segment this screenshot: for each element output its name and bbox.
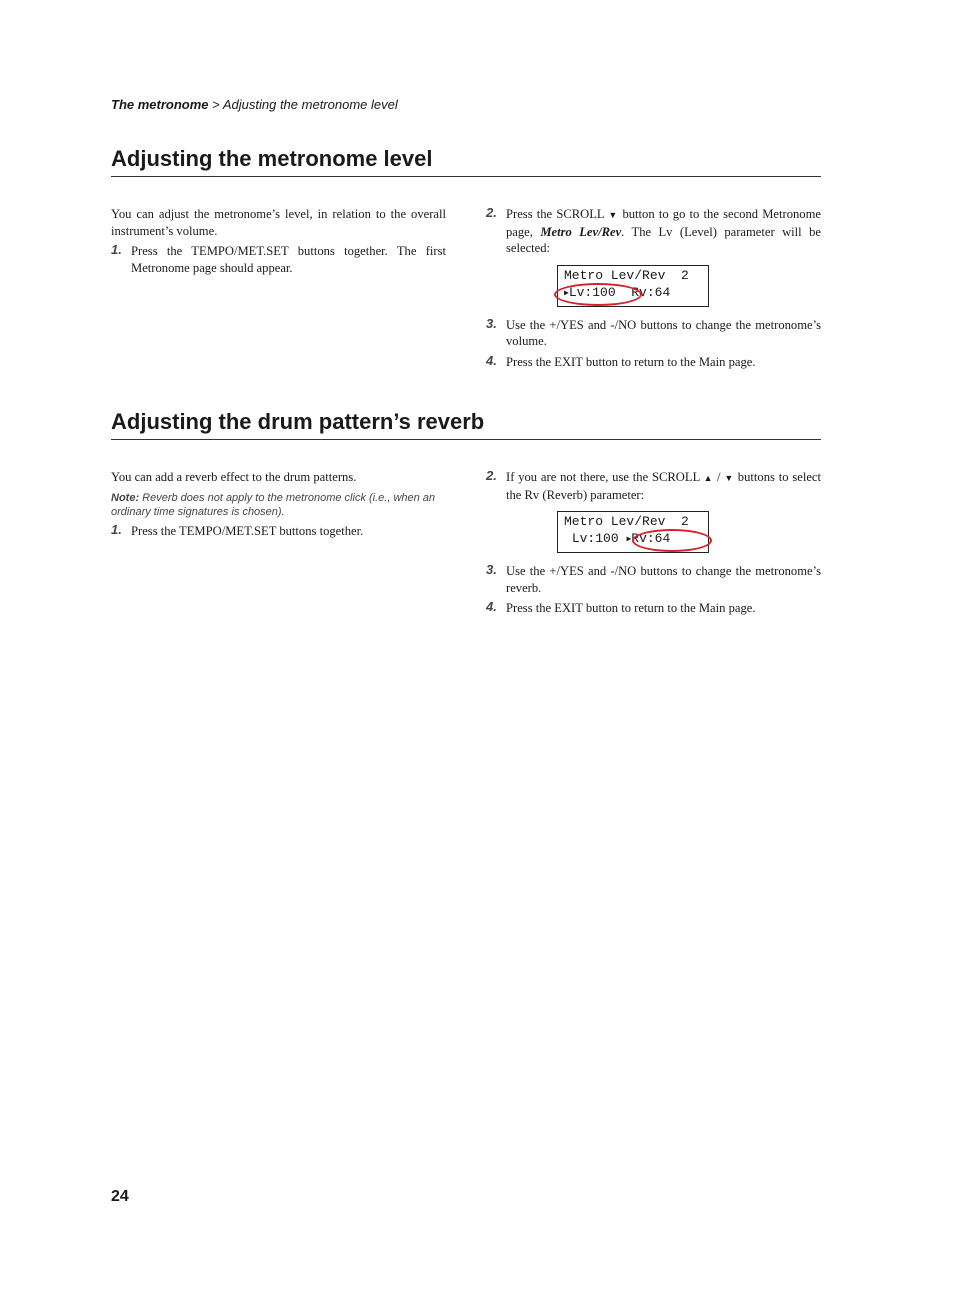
step-text-part: . The Lv (Level) parameter will be selected:	[506, 224, 821, 256]
step-number: 4.	[486, 352, 497, 368]
section2-step-3	[486, 563, 821, 596]
section1-intro: You can adjust the metronome’s level, in relation to the overall instrument’s volume.	[111, 207, 446, 238]
page-name: Metro Lev/Rev	[540, 224, 622, 239]
step-number: 1.	[111, 521, 122, 537]
section2-step-1	[111, 523, 446, 540]
step-number: 2.	[486, 468, 497, 483]
step-text	[506, 206, 821, 257]
lcd-line-1: Metro Lev/Rev 2	[564, 514, 689, 530]
step-text-part: If you are not there, use the SCROLL	[506, 470, 700, 484]
section1-left-column	[111, 206, 446, 276]
triangle-down-icon: ▼	[724, 473, 734, 483]
section2-right-column	[486, 469, 821, 617]
step-text	[506, 469, 821, 503]
step-text: Press the TEMPO/MET.SET buttons together.	[131, 523, 364, 538]
lcd-line-1: Metro Lev/Rev 2	[564, 267, 689, 283]
section-title-metronome-level: Adjusting the metronome level	[111, 146, 821, 177]
step-text-part: button to go to the second Metronome page,	[506, 207, 821, 239]
note-text: Reverb does not apply to the metronome click (i.e., when an ordinary time signatures is chosen).	[111, 491, 436, 518]
step-number: 2.	[486, 205, 497, 220]
lcd-reverb-value: Rv:64	[631, 284, 671, 300]
highlight-circle	[554, 283, 642, 306]
step-text: Press the EXIT button to return to the Main page.	[506, 601, 756, 616]
step-number: 3.	[486, 562, 497, 578]
section2-intro: You can add a reverb effect to the drum patterns.	[111, 470, 357, 484]
triangle-down-icon: ▼	[608, 210, 619, 220]
step-number: 1.	[111, 242, 122, 258]
section1-step-2	[486, 206, 821, 257]
selection-arrow-icon: ▶	[564, 288, 569, 298]
section1-step-3	[486, 317, 821, 350]
breadcrumb-section: Adjusting the metronome level	[222, 97, 398, 112]
step-number: 4.	[486, 599, 497, 615]
note-label: Note:	[111, 491, 140, 504]
step-number: 3.	[486, 315, 497, 331]
lcd-level-value: Lv:100	[571, 531, 619, 547]
triangle-up-icon: ▲	[703, 473, 714, 483]
selection-arrow-icon: ▶	[626, 535, 632, 545]
section2-left-column	[111, 469, 446, 539]
lcd-reverb-value: Rv:64	[631, 531, 671, 547]
page-number: 24	[111, 1188, 129, 1205]
breadcrumb-separator: >	[208, 97, 223, 112]
step-text-part: Press the SCROLL	[506, 207, 605, 221]
step-text: Press the EXIT button to return to the Main page.	[506, 354, 756, 369]
highlight-circle	[632, 529, 712, 552]
step-text: Press the TEMPO/MET.SET buttons together. The first Metronome page should appear.	[131, 244, 446, 275]
lcd-display	[557, 265, 709, 307]
breadcrumb-chapter: The metronome	[111, 97, 209, 112]
section1-step-4	[486, 354, 821, 371]
lcd-display	[557, 511, 709, 553]
step-text-part: /	[713, 470, 725, 484]
section2-step-2	[486, 469, 821, 503]
step-text: Use the +/YES and -/NO buttons to change the metronome’s volume.	[506, 317, 821, 349]
note	[111, 491, 446, 519]
section-title-drum-reverb: Adjusting the drum pattern’s reverb	[111, 409, 821, 440]
step-text: Use the +/YES and -/NO buttons to change the metronome’s reverb.	[506, 564, 821, 595]
lcd-level-value: Lv:100	[568, 284, 616, 300]
section1-right-column	[486, 206, 821, 371]
step-text-part: buttons to select the Rv (Reverb) parameter:	[506, 470, 822, 502]
section2-step-4	[486, 600, 821, 617]
section1-step-1	[111, 243, 446, 276]
breadcrumb	[111, 97, 398, 112]
